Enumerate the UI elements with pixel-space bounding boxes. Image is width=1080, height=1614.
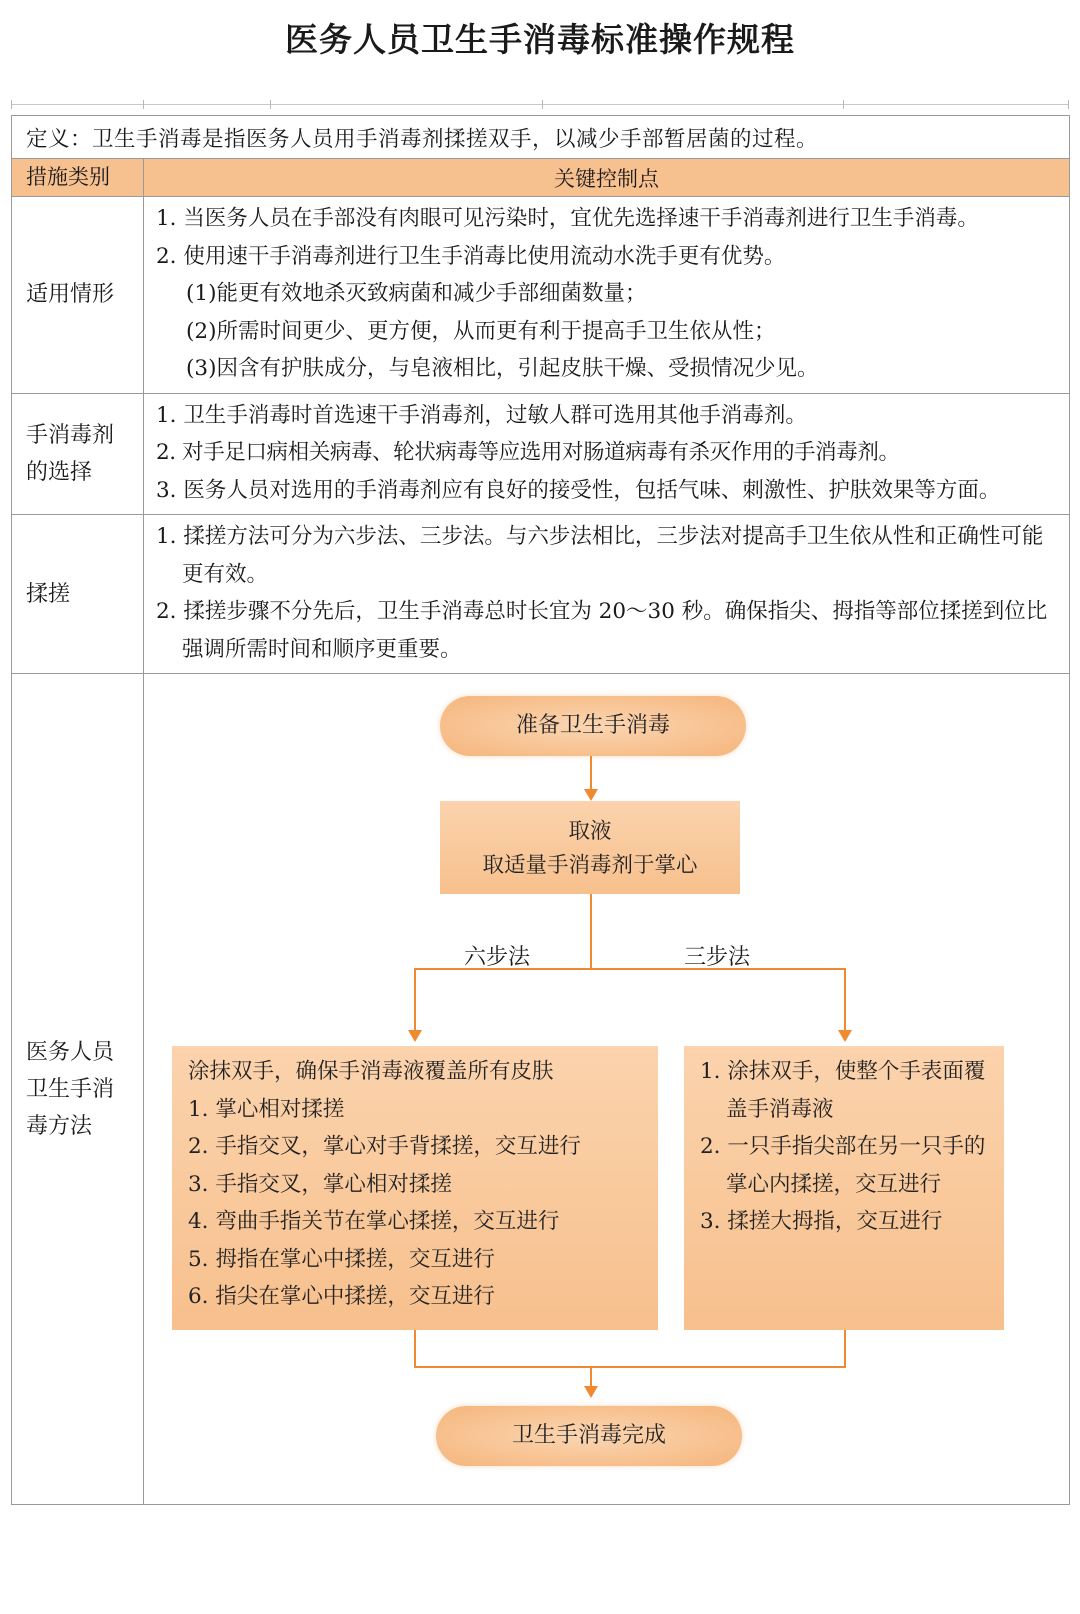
list-item: 2. 手指交叉，掌心对手背揉搓，交互进行 <box>188 1134 581 1159</box>
table-row <box>12 197 1070 394</box>
top-rule <box>11 104 1069 105</box>
branch-label-six-step: 六步法 <box>464 945 531 970</box>
selection-content <box>144 393 1070 515</box>
flow-start: 准备卫生手消毒 <box>440 696 746 756</box>
table-header-row <box>12 159 1070 197</box>
arrow-icon <box>838 1030 852 1042</box>
list-item: 1. 揉搓方法可分为六步法、三步法。与六步法相比，三步法对提高手卫生依从性和正确性可能更有效。 <box>156 524 1044 587</box>
list-item: 1. 涂抹双手，使整个手表面覆盖手消毒液 <box>700 1059 986 1122</box>
three-step-box <box>684 1046 1004 1330</box>
list-item: 2. 揉搓步骤不分先后，卫生手消毒总时长宜为 20～30 秒。确保指尖、拇指等部位揉搓到位比强调所需时间和顺序更重要。 <box>156 599 1048 662</box>
connector-line <box>590 1366 592 1388</box>
connector-line <box>590 756 592 790</box>
six-step-box <box>172 1046 658 1330</box>
category-method: 医务人员 卫生手消 毒方法 <box>12 674 144 1505</box>
sub-item: (1)能更有效地杀灭致病菌和减少手部细菌数量； <box>186 281 647 306</box>
connector-line <box>590 894 592 970</box>
category-rubbing: 揉搓 <box>12 515 144 674</box>
list-item: 6. 指尖在掌心中揉搓，交互进行 <box>188 1284 495 1309</box>
arrow-icon <box>584 789 598 801</box>
list-item: 1. 掌心相对揉搓 <box>188 1096 345 1122</box>
list-item: 1. 当医务人员在手部没有肉眼可见污染时，宜优先选择速干手消毒剂进行卫生手消毒。 <box>156 206 979 231</box>
flowchart <box>144 674 1034 1504</box>
connector-line <box>844 968 846 1032</box>
table-row <box>12 393 1070 515</box>
list-item: 3. 手指交叉，掌心相对揉搓 <box>188 1171 452 1197</box>
list-item: 2. 对手足口病相关病毒、轮状病毒等应选用对肠道病毒有杀灭作用的手消毒剂。 <box>156 440 900 465</box>
flow-end: 卫生手消毒完成 <box>436 1406 742 1466</box>
list-item: 2. 使用速干手消毒剂进行卫生手消毒比使用流动水洗手更有优势。 <box>156 243 786 269</box>
list-item: 4. 弯曲手指关节在掌心揉搓，交互进行 <box>188 1209 560 1234</box>
connector-line <box>414 968 416 1032</box>
branch-label-three-step: 三步法 <box>684 945 751 970</box>
list-item: 3. 揉搓大拇指，交互进行 <box>700 1209 943 1234</box>
connector-line <box>844 1330 846 1368</box>
flow-take-liquid: 取液 取适量手消毒剂于掌心 <box>440 801 740 894</box>
connector-line <box>414 1330 416 1368</box>
list-item: 1. 卫生手消毒时首选速干手消毒剂，过敏人群可选用其他手消毒剂。 <box>156 402 807 428</box>
category-applicable: 适用情形 <box>12 197 144 394</box>
header-key-points: 关键控制点 <box>144 159 1070 197</box>
applicable-content <box>144 197 1070 394</box>
table-row <box>12 674 1070 1505</box>
connector-line <box>414 1366 846 1368</box>
arrow-icon <box>584 1386 598 1398</box>
list-item: 2. 一只手指尖部在另一只手的掌心内揉搓，交互进行 <box>700 1134 986 1197</box>
category-selection: 手消毒剂 的选择 <box>12 393 144 515</box>
arrow-icon <box>408 1030 422 1042</box>
definition-row: 定义：卫生手消毒是指医务人员用手消毒剂揉搓双手，以减少手部暂居菌的过程。 <box>12 116 1070 159</box>
six-step-heading: 涂抹双手，确保手消毒液覆盖所有皮肤 <box>188 1059 554 1084</box>
page-title: 医务人员卫生手消毒标准操作规程 <box>285 20 795 59</box>
list-item: 3. 医务人员对选用的手消毒剂应有良好的接受性，包括气味、刺激性、护肤效果等方面。 <box>156 477 1001 503</box>
flowchart-cell <box>144 674 1070 1505</box>
procedure-table <box>11 115 1070 1505</box>
table-row <box>12 515 1070 674</box>
rubbing-content <box>144 515 1070 674</box>
sub-item: (3)因含有护肤成分，与皂液相比，引起皮肤干燥、受损情况少见。 <box>186 356 819 381</box>
sub-item: (2)所需时间更少、更方便，从而更有利于提高手卫生依从性； <box>186 318 776 344</box>
list-item: 5. 拇指在掌心中揉搓，交互进行 <box>188 1246 495 1272</box>
header-category: 措施类别 <box>12 159 144 197</box>
